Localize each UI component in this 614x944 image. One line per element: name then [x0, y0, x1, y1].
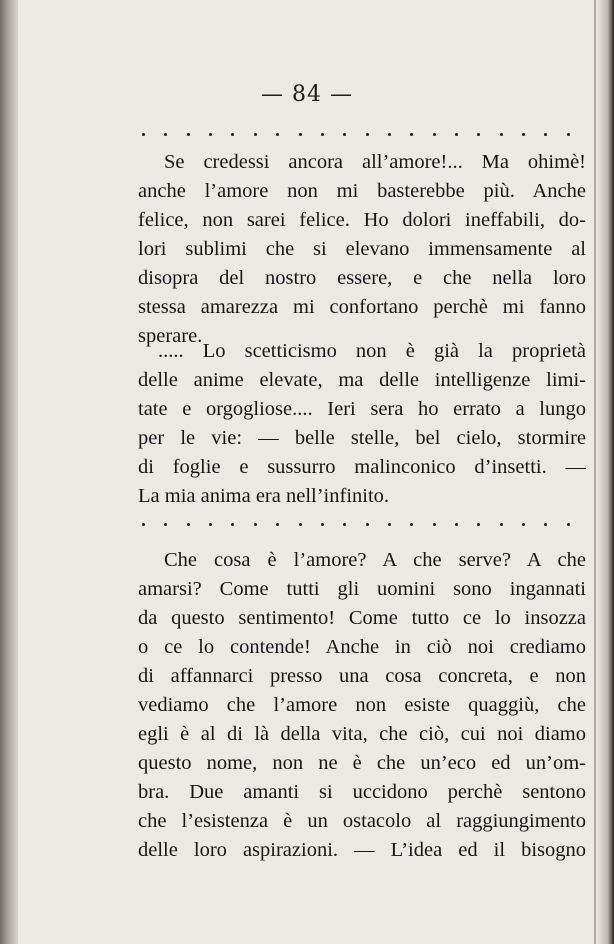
separator-dot [231, 133, 234, 136]
separator-dot [321, 133, 324, 136]
separator-dot [567, 523, 570, 526]
paragraph-1 [138, 148, 586, 351]
separator-dot [276, 133, 279, 136]
text-line: per le vie: — belle stelle, bel cielo, stormire [138, 427, 586, 449]
separator-dot [567, 133, 570, 136]
text-line: di affannarci presso una cosa concreta, e non [138, 665, 586, 687]
section-separator-top [142, 128, 570, 140]
separator-dot [544, 523, 547, 526]
separator-dot [388, 523, 391, 526]
text-line: lori sublimi che si elevano immensamente al [138, 238, 586, 260]
separator-dot [410, 133, 413, 136]
separator-dot [321, 523, 324, 526]
book-gutter [0, 0, 18, 944]
text-line: bra. Due amanti si uccidono perchè sentono [138, 781, 586, 803]
text-line: anche l’amore non mi basterebbe più. Anche [138, 180, 586, 202]
separator-dot [410, 523, 413, 526]
text-line: da questo sentimento! Come tutto ce lo insozza [138, 607, 586, 629]
text-line: egli è al di là della vita, che ciò, cui noi diamo [138, 723, 586, 745]
page-edge-shadow [594, 0, 596, 944]
separator-dot [254, 523, 257, 526]
separator-dot [433, 133, 436, 136]
separator-dot [209, 133, 212, 136]
separator-dot [254, 133, 257, 136]
separator-dot [276, 523, 279, 526]
text-line: o ce lo contende! Anche in ciò noi crediamo [138, 636, 586, 658]
separator-dot [164, 133, 167, 136]
page-number: — 84 — [261, 82, 353, 107]
separator-dot [455, 133, 458, 136]
separator-dot [522, 523, 525, 526]
section-separator-bottom [142, 518, 570, 530]
separator-dot [299, 133, 302, 136]
separator-dot [187, 523, 190, 526]
text-line: ..... Lo scetticismo non è già la proprietà [158, 340, 586, 362]
book-page [18, 0, 596, 944]
text-line: La mia anima era nell’infinito. [138, 485, 390, 507]
separator-dot [433, 523, 436, 526]
text-line: vediamo che l’amore non esiste quaggiù, che [138, 694, 586, 716]
text-line: di foglie e sussurro malinconico d’insetti. — [138, 456, 586, 478]
separator-dot [142, 133, 145, 136]
separator-dot [500, 523, 503, 526]
book-edge [598, 0, 614, 944]
separator-dot [343, 523, 346, 526]
separator-dot [209, 523, 212, 526]
text-line: stessa amarezza mi confortano perchè mi fanno [138, 296, 586, 318]
separator-dot [477, 523, 480, 526]
text-line: Che cosa è l’amore? A che serve? A che [164, 549, 586, 571]
text-line: sperare. [138, 325, 203, 347]
separator-dot [388, 133, 391, 136]
separator-dot [366, 523, 369, 526]
separator-dot [500, 133, 503, 136]
separator-dot [366, 133, 369, 136]
text-line: che l’esistenza è un ostacolo al raggiungimento [138, 810, 586, 832]
text-line: Se credessi ancora all’amore!... Ma ohimè! [164, 151, 586, 173]
separator-dot [231, 523, 234, 526]
text-line: disopra del nostro essere, e che nella loro [138, 267, 586, 289]
text-line: felice, non sarei felice. Ho dolori ineffabili, do- [138, 209, 586, 231]
paragraph-3 [138, 546, 586, 865]
text-line: tate e orgogliose.... Ieri sera ho errato a lungo [138, 398, 586, 420]
paragraph-2 [138, 337, 586, 511]
separator-dot [544, 133, 547, 136]
separator-dot [522, 133, 525, 136]
text-line: questo nome, non ne è che un’eco ed un’om- [138, 752, 586, 774]
separator-dot [164, 523, 167, 526]
text-line: delle anime elevate, ma delle intelligenze limi- [138, 369, 586, 391]
text-line: delle loro aspirazioni. — L’idea ed il bisogno [138, 839, 586, 861]
separator-dot [477, 133, 480, 136]
separator-dot [455, 523, 458, 526]
separator-dot [343, 133, 346, 136]
separator-dot [187, 133, 190, 136]
separator-dot [299, 523, 302, 526]
separator-dot [142, 523, 145, 526]
text-line: amarsi? Come tutti gli uomini sono ingannati [138, 578, 586, 600]
